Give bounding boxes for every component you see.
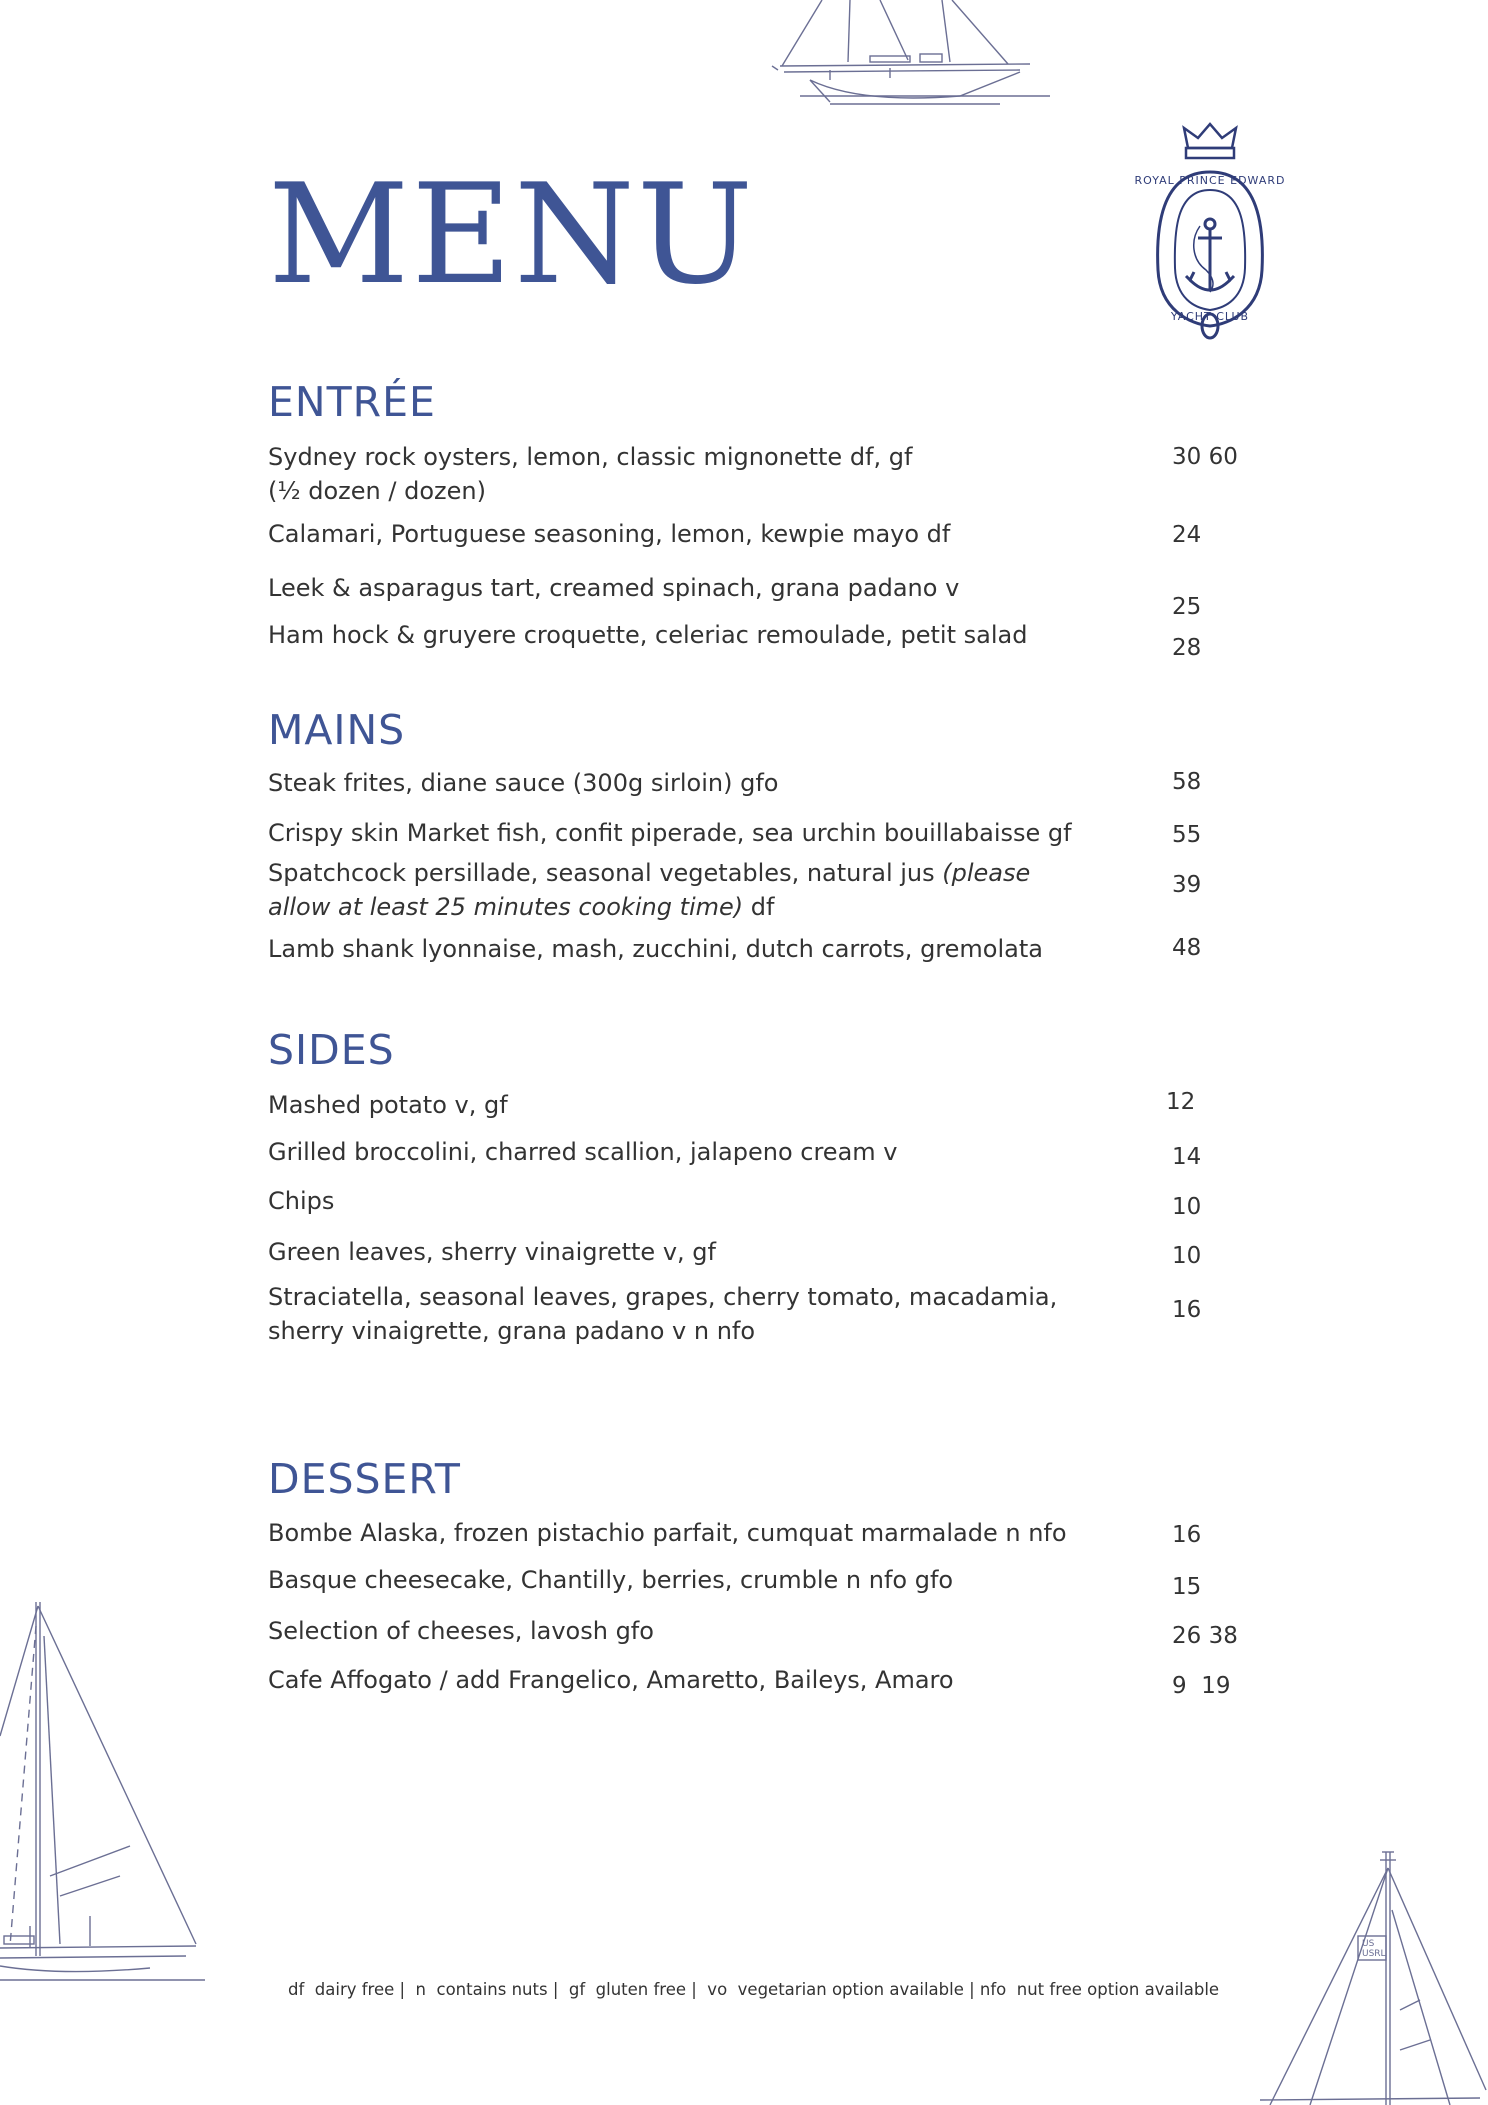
svg-text:USRL: USRL (1362, 1949, 1386, 1959)
item-price: 55 (1172, 822, 1202, 848)
menu-item: Sydney rock oysters, lemon, classic mignonette df, gf (½ dozen / dozen) (268, 443, 913, 505)
menu-title: MENU (268, 154, 756, 315)
item-price: 14 (1172, 1144, 1202, 1170)
item-price: 9 19 (1172, 1673, 1231, 1699)
item-price: 12 (1166, 1089, 1196, 1115)
menu-item: Mashed potato v, gf (268, 1091, 508, 1119)
top-sailboat-illustration (770, 0, 1060, 112)
menu-item: Crispy skin Market fish, confit piperade, sea urchin bouillabaisse gf (268, 819, 1072, 847)
item-price: 58 (1172, 769, 1202, 795)
menu-item: Leek & asparagus tart, creamed spinach, grana padano v (268, 574, 960, 602)
item-price: 26 38 (1172, 1623, 1238, 1649)
svg-text:US: US (1362, 1939, 1375, 1949)
item-price: 15 (1172, 1574, 1202, 1600)
section-heading-mains: MAINS (268, 706, 406, 754)
menu-item: Spatchcock persillade, seasonal vegetables, natural jus (please allow at least 25 minutes cooking time) df (268, 859, 1031, 921)
menu-item: Grilled broccolini, charred scallion, jalapeno cream v (268, 1138, 898, 1166)
section-heading-sides: SIDES (268, 1026, 395, 1074)
menu-item: Lamb shank lyonnaise, mash, zucchini, dutch carrots, gremolata (268, 935, 1043, 963)
svg-text:YACHT CLUB: YACHT CLUB (1170, 310, 1250, 323)
yacht-club-crest-logo (1134, 120, 1286, 342)
item-price: 24 (1172, 522, 1202, 548)
section-heading-dessert: DESSERT (268, 1455, 461, 1503)
svg-text:ROYAL PRINCE EDWARD: ROYAL PRINCE EDWARD (1134, 174, 1286, 187)
item-price: 10 (1172, 1194, 1202, 1220)
menu-item: Basque cheesecake, Chantilly, berries, crumble n nfo gfo (268, 1566, 954, 1594)
menu-item: Cafe Affogato / add Frangelico, Amaretto, Baileys, Amaro (268, 1666, 954, 1694)
item-price: 28 (1172, 635, 1202, 661)
item-price: 10 (1172, 1243, 1202, 1269)
menu-item: Straciatella, seasonal leaves, grapes, cherry tomato, macadamia, sherry vinaigrette, grana padano v n nfo (268, 1283, 1058, 1345)
menu-item: Bombe Alaska, frozen pistachio parfait, cumquat marmalade n nfo (268, 1519, 1067, 1547)
right-sailboat-illustration (1250, 1850, 1488, 2105)
menu-item: Chips (268, 1187, 335, 1215)
item-price: 16 (1172, 1522, 1202, 1548)
menu-item: Steak frites, diane sauce (300g sirloin) gfo (268, 769, 779, 797)
item-price: 30 60 (1172, 444, 1238, 470)
item-price: 48 (1172, 935, 1202, 961)
item-price: 25 (1172, 594, 1202, 620)
item-price: 16 (1172, 1297, 1202, 1323)
dietary-legend: df dairy free | n contains nuts | gf gluten free | vo vegetarian option available | nfo nut free option available (288, 1980, 1220, 1999)
section-heading-entree: ENTRÉE (268, 378, 436, 426)
menu-item: Calamari, Portuguese seasoning, lemon, kewpie mayo df (268, 520, 951, 548)
left-sailboat-illustration (0, 1596, 210, 1986)
menu-item: Ham hock & gruyere croquette, celeriac remoulade, petit salad (268, 621, 1028, 649)
menu-item: Green leaves, sherry vinaigrette v, gf (268, 1238, 716, 1266)
item-price: 39 (1172, 872, 1202, 898)
menu-item: Selection of cheeses, lavosh gfo (268, 1617, 654, 1645)
